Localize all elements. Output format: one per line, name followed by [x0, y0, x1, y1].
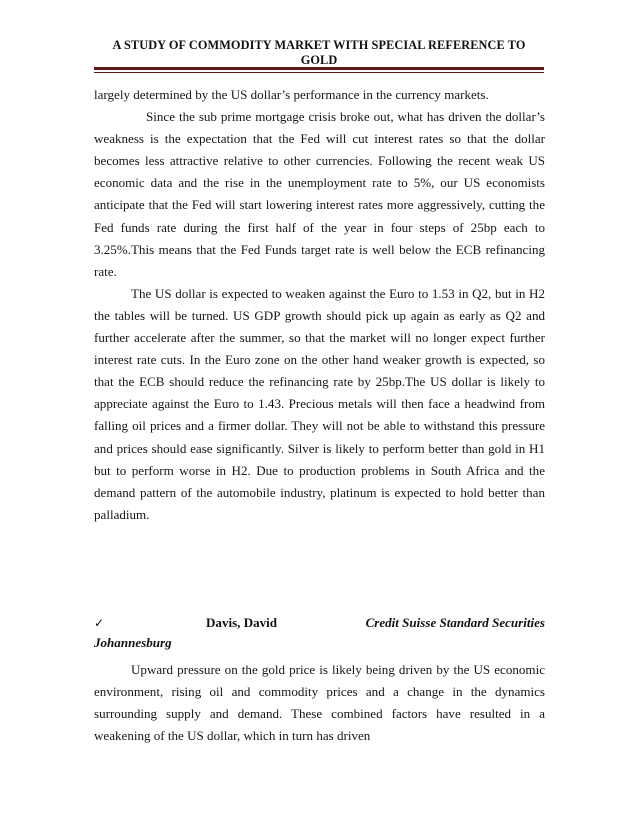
- running-header-title: A STUDY OF COMMODITY MARKET WITH SPECIAL REFERENCE TO GOLD: [112, 38, 526, 67]
- body-text: [94, 84, 545, 526]
- body-text-continued: [94, 659, 545, 747]
- paragraph: The US dollar is expected to weaken against the Euro to 1.53 in Q2, but in H2 the tables will be turned. US GDP growth should pick up again as early as Q2 and further accelerate after the summer, so that the market will no longer expect further interest rate cuts. In the Euro zone on the other hand weaker growth is expected, so that the ECB should reduce the refinancing rate by 25bp.The US dollar is likely to appreciate against the Euro to 1.43. Precious metals will then face a headwind from falling oil prices and a firmer dollar. They will not be able to withstand this pressure and prices should ease significantly. Silver is likely to perform better than gold in H1 but to perform worse in H2. Due to production problems in South Africa and the demand pattern of the automobile industry, platinum is expected to hold better than palladium.: [94, 285, 545, 522]
- paragraph: Upward pressure on the gold price is likely being driven by the US economic environment, rising oil and commodity prices and a change in the dynamics surrounding supply and demand. These combined factors have resulted in a weakening of the US dollar, which in turn has driven: [94, 662, 545, 744]
- paragraph: largely determined by the US dollar’s performance in the currency markets.: [94, 87, 489, 102]
- header-rule-thin: [94, 72, 544, 73]
- organization-name: Credit Suisse Standard Securities: [365, 615, 545, 630]
- section-heading: [94, 613, 545, 652]
- paragraph: Since the sub prime mortgage crisis broke out, what has driven the dollar’s weakness is the expectation that the Fed will cut interest rates so that the dollar becomes less attractive relative to other currencies. Following the recent weak US economic data and the rise in the unemployment rate to 5%, our US economists anticipate that the Fed will start lowering interest rates more aggressively, cutting the Fed funds rate during the first half of the year in four steps of 25bp each to 3.25%.This means that the Fed Funds target rate is well below the ECB refinancing rate.: [94, 109, 545, 279]
- header-rule: [94, 67, 544, 70]
- organization-location: Johannesburg: [94, 635, 172, 650]
- author-name: Davis, David: [206, 615, 278, 630]
- check-icon: ✓: [94, 616, 105, 630]
